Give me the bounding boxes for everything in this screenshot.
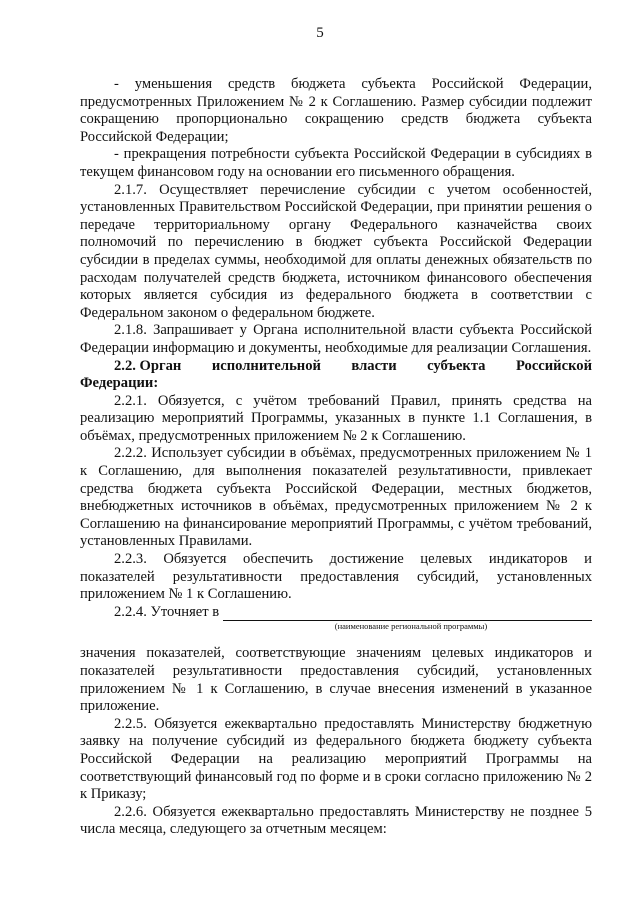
- paragraph-2-2-4-line: [80, 604, 592, 622]
- paragraph-2-2-6: 2.2.6. Обязуется ежеквартально предоставлять Министерству не позднее 5 числа месяца, следующего за отчетным месяцем:: [80, 803, 592, 838]
- section-heading-word: власти: [351, 357, 397, 374]
- paragraph-2-2-5: 2.2.5. Обязуется ежеквартально предоставлять Министерству бюджетную заявку на получение субсидий из федерального бюджета бюджету субъекта Российской Федерации на реализацию мероприятий Программы на соответствующий финансовый год по форме и в сроки согласно приложению № 2 к Приказу;: [80, 715, 592, 803]
- program-name-blank: [223, 606, 592, 621]
- section-2-2-heading-end: Федерации:: [80, 375, 159, 392]
- section-heading-word: субъекта: [427, 357, 486, 374]
- page-number: 5: [316, 25, 324, 41]
- program-name-caption: (наименование региональной программы): [334, 621, 488, 632]
- paragraph-2-2-2: 2.2.2. Использует субсидии в объёмах, предусмотренных приложением № 1 к Соглашению, для выполнения показателей результативности, привлекает средства бюджета субъекта Российской Федерации, местных бюджетов, внебюджетных источников в объёмах, предусмотренных приложением № 2 к Соглашению на финансирование мероприятий Программы, с учётом требований, установленных Правилами.: [80, 445, 592, 550]
- paragraph-termination-need: - прекращения потребности субъекта Российской Федерации в субсидиях в текущем финансовом году на основании его письменного обращения.: [80, 146, 592, 180]
- paragraph-2-1-8: 2.1.8. Запрашивает у Органа исполнительной власти субъекта Российской Федерации информацию и документы, необходимые для реализации Соглашения.: [80, 322, 592, 356]
- paragraph-2-2-4-start: 2.2.4. Уточняет в: [114, 603, 220, 620]
- paragraph-2-2-3: 2.2.3. Обязуется обеспечить достижение целевых индикаторов и показателей результативности предоставления субсидий, установленных приложением № 1 к Соглашению.: [80, 551, 592, 603]
- section-heading-word: Российской: [515, 357, 592, 374]
- paragraph-2-2-1: 2.2.1. Обязуется, с учётом требований Правил, принять средства на реализацию мероприятий Программы, указанных в пункте 1.1 Соглашения, в объёмах, предусмотренных приложением № 2 к Соглашению.: [80, 392, 592, 444]
- paragraph-2-2-4-rest: значения показателей, соответствующие значениям целевых индикаторов и показателей результативности предоставления субсидий, установленных приложением № 1 к Соглашению, в случае внесения изменений в указанное приложение.: [80, 645, 592, 715]
- paragraph-2-1-7: 2.1.7. Осуществляет перечисление субсидии с учетом особенностей, установленных Правительством Российской Федерации, при принятии решения о передаче территориальному органу Федерального казначейства своих полномочий по перечислению в бюджет субъекта Российской Федерации субсидии в пределах суммы, необходимой для оплаты денежных обязательств по расходам получателей средств бюджета, источником финансового обеспечения которых является субсидия из федерального бюджета в соответствии с Федеральном законом о федеральном бюджете.: [80, 181, 592, 321]
- section-2-2-heading: [80, 358, 592, 376]
- section-heading-word: 2.2. Орган: [114, 357, 182, 374]
- paragraph-reduction-budget: - уменьшения средств бюджета субъекта Российской Федерации, предусмотренных Приложением № 2 к Соглашению. Размер субсидии подлежит сокращению пропорционально сокращению средств бюджета субъекта Российской Федерации;: [80, 76, 592, 145]
- document-body: [80, 76, 592, 839]
- section-heading-word: исполнительной: [211, 357, 321, 374]
